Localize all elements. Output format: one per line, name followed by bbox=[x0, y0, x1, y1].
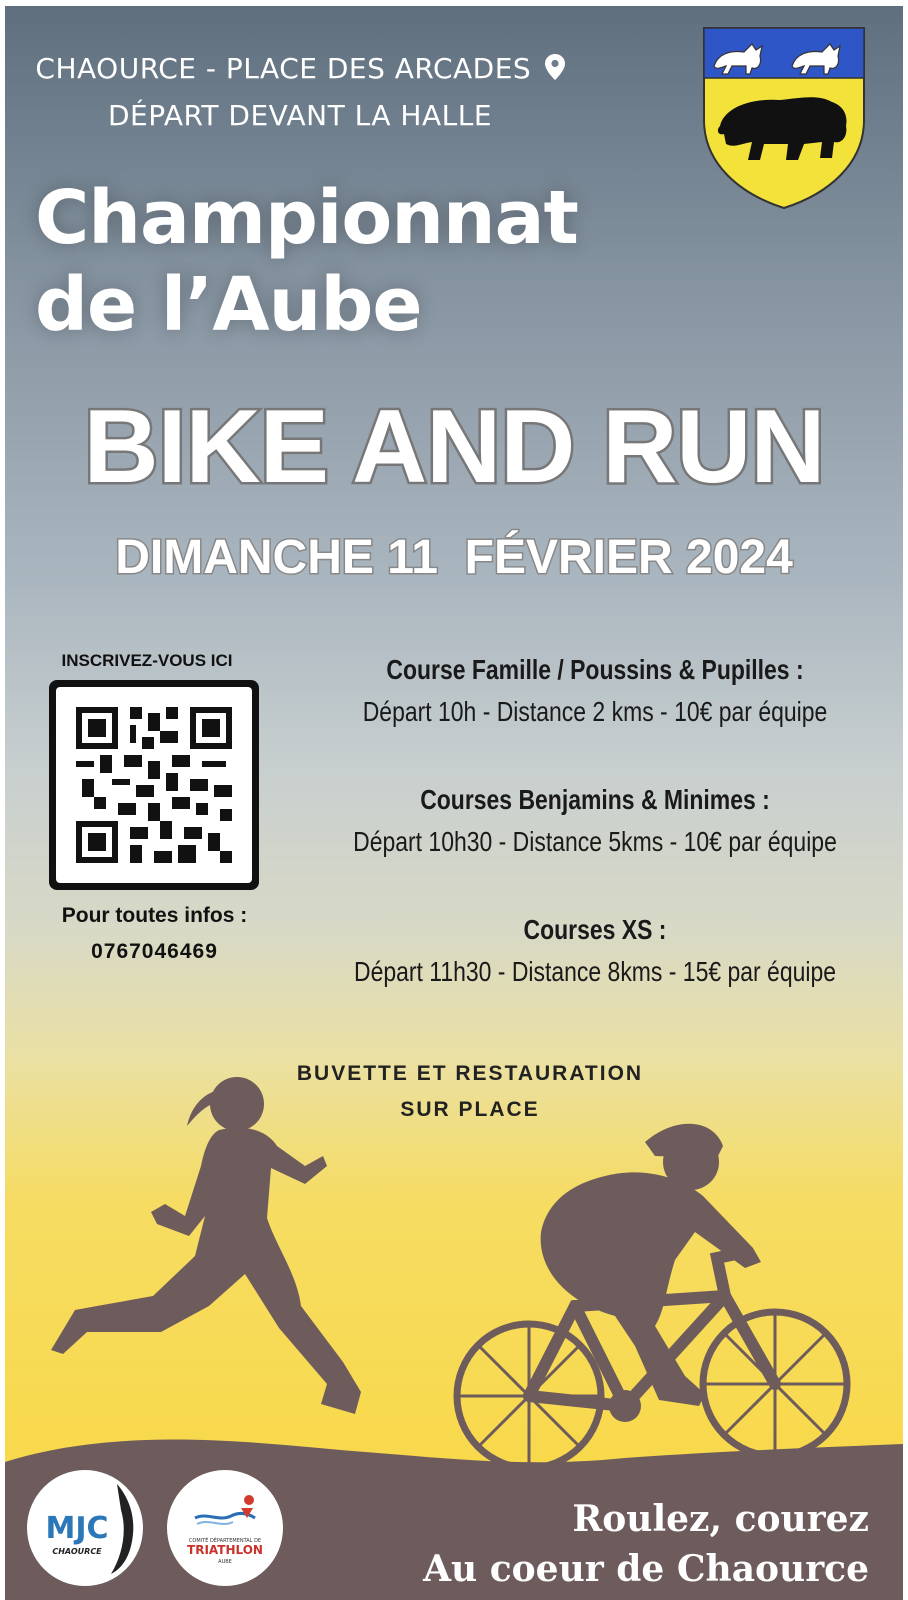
departure-line: DÉPART DEVANT LA HALLE bbox=[107, 99, 493, 132]
event-date: DIMANCHE 11 FÉVRIER 2024 bbox=[115, 531, 793, 584]
slogan-line2: Au coeur de Chaource bbox=[423, 1548, 869, 1590]
race-detail: Départ 10h30 - Distance 5kms - 10€ par équipe bbox=[353, 826, 837, 857]
contact-phone[interactable]: 0767046469 bbox=[91, 940, 218, 963]
contact-label: Pour toutes infos : bbox=[61, 904, 248, 927]
location-text: CHAOURCE - PLACE DES ARCADES bbox=[35, 52, 532, 85]
event-name: BIKE AND RUN bbox=[83, 389, 825, 505]
mjc-logo-text: MJC bbox=[45, 1511, 109, 1546]
runner-silhouette bbox=[51, 1077, 361, 1414]
slogan-line1: Roulez, courez bbox=[572, 1498, 869, 1540]
triathlon-logo-top: COMITÉ DÉPARTEMENTAL DE bbox=[188, 1538, 262, 1544]
championship-title-line1: Championnat bbox=[35, 175, 578, 261]
event-poster bbox=[5, 6, 903, 1600]
race-title: Courses Benjamins & Minimes : bbox=[420, 784, 770, 815]
buvette-line2: SUR PLACE bbox=[400, 1098, 540, 1121]
race-detail: Départ 11h30 - Distance 8kms - 15€ par équipe bbox=[353, 956, 837, 987]
cyclist-silhouette bbox=[457, 1124, 847, 1468]
race-title: Course Famille / Poussins & Pupilles : bbox=[386, 654, 804, 685]
race-title: Courses XS : bbox=[523, 914, 667, 945]
signup-label: INSCRIVEZ-VOUS ICI bbox=[61, 651, 233, 670]
mjc-logo-subtext: CHAOURCE bbox=[52, 1547, 102, 1556]
silhouette-scene bbox=[5, 6, 903, 1600]
race-detail: Départ 10h - Distance 2 kms - 10€ par équipe bbox=[362, 696, 828, 727]
championship-title-line2: de l’Aube bbox=[35, 262, 422, 348]
triathlon-logo-sub: AUBE bbox=[218, 1559, 232, 1565]
mjc-chaource-logo[interactable] bbox=[27, 1470, 143, 1586]
triathlon-committee-logo[interactable] bbox=[167, 1470, 283, 1586]
triathlon-logo-main: TRIATHLON bbox=[187, 1543, 263, 1557]
buvette-line1: BUVETTE ET RESTAURATION bbox=[296, 1062, 644, 1085]
